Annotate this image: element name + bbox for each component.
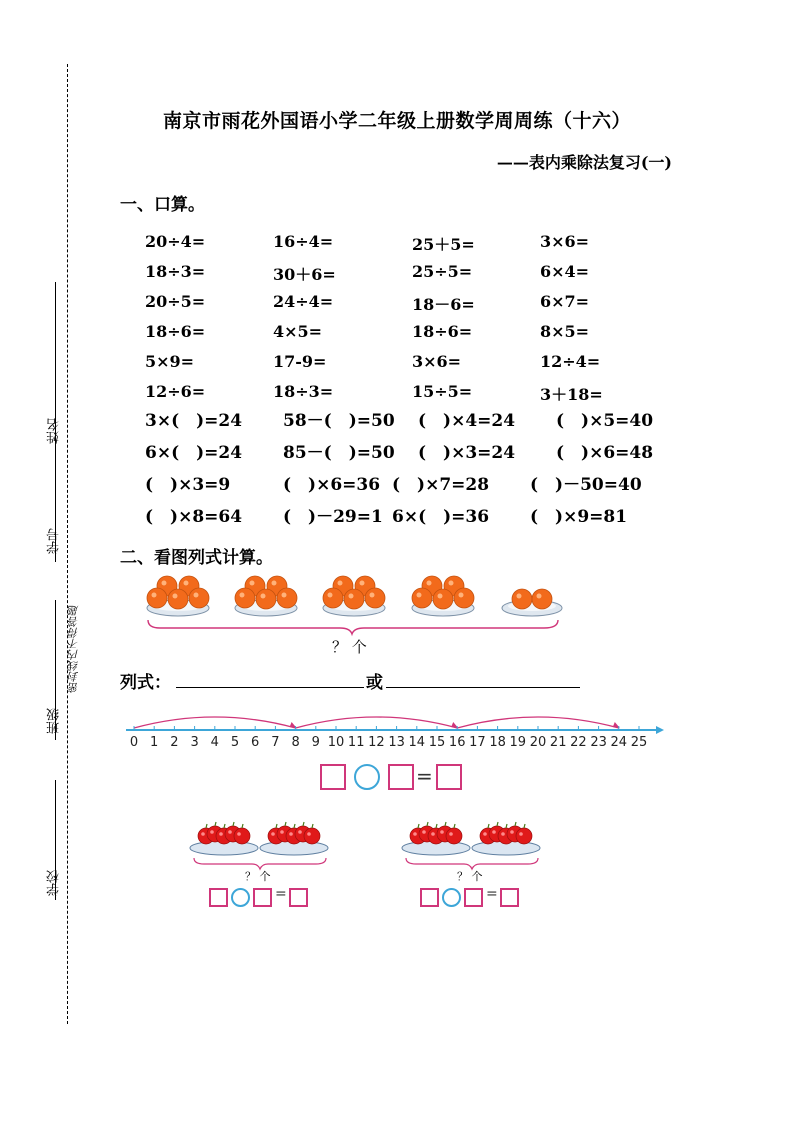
apple-stem-icon [418,824,419,828]
apple-stem-icon [303,822,304,826]
nl-answer-box-2[interactable] [388,764,414,790]
or-label: 或 [366,673,383,693]
apple-stem-icon [427,822,428,826]
apple-stem-icon [206,824,207,828]
calc-item: 18÷6= [412,322,473,341]
calc-item: 16÷4= [273,232,334,251]
apple-highlight [219,832,223,836]
number-line-tick-label: 12 [368,735,385,750]
calc-item: 25＋5= [412,235,475,254]
calc-item: 15÷5= [412,382,473,401]
orange-icon [147,588,167,608]
nl-operator-circle[interactable] [354,764,380,790]
number-line-tick-label: 21 [549,735,567,750]
fill-blank-item[interactable]: 58－( )=50 [283,411,395,431]
apple-stem-icon [445,822,446,826]
apple-highlight [519,832,523,836]
fill-blank-item[interactable]: ( )×5=40 [556,411,654,431]
number-line-tick-label: 16 [448,735,466,750]
number-line-arrow-icon [656,726,664,734]
apple-stem-icon [242,824,243,828]
apple-highlight [501,832,505,836]
nl-answer-box-3[interactable] [436,764,462,790]
number-line-tick-label: 13 [388,735,405,750]
orange-icon [168,589,188,609]
fill-blank-item[interactable]: ( )×6=48 [556,443,654,463]
orange-highlight [250,581,255,586]
number-line-tick-label: 18 [489,735,506,750]
orange-highlight [459,593,464,598]
apple-plates-figure-1 [186,818,336,874]
number-line-tick-label: 10 [327,735,345,750]
calc-item: 8×5= [540,322,590,341]
calc-item: 24÷4= [273,292,334,311]
apple-highlight [413,832,417,836]
orange-icon [235,588,255,608]
apple-icon [304,828,320,844]
orange-highlight [328,593,333,598]
apple-highlight [483,832,487,836]
orange-highlight [338,581,343,586]
orange-highlight [282,593,287,598]
apple-stem-icon [506,824,507,828]
apple-highlight [298,830,302,834]
apple-highlight [422,830,426,834]
apple1-answer-box-3[interactable] [289,888,308,907]
apple-highlight [307,832,311,836]
calc-item: 3＋18= [540,385,603,404]
orange-icon [256,589,276,609]
orange-highlight [261,594,266,599]
orange-icon [365,588,385,608]
calc-item: 30＋6= [273,265,336,284]
apple-highlight [280,830,284,834]
apple2-operator-circle[interactable] [442,888,461,907]
orange-highlight [240,593,245,598]
apple-highlight [201,832,205,836]
orange-highlight [152,593,157,598]
apple-stem-icon [454,824,455,828]
formula-label: 列式： [120,673,171,693]
fill-blank-item[interactable]: 3×( )=24 [145,411,243,431]
apple-question-label-1: ？ 个 [245,870,271,883]
orange-highlight [517,594,522,599]
fill-blank-item[interactable]: 6×( )=24 [145,443,243,463]
apple-stem-icon [488,824,489,828]
fill-blank-item[interactable]: ( )－50=40 [530,475,642,495]
page-title: 南京市雨花外国语小学二年级上册数学周周练（十六） [162,110,631,132]
orange-icon [532,589,552,609]
apple-stem-icon [224,824,225,828]
orange-highlight [349,594,354,599]
number-line-tick-label: 6 [251,735,260,750]
number-line-tick-label: 24 [610,735,628,750]
apple-highlight [237,832,241,836]
apple2-answer-box-3[interactable] [500,888,519,907]
orange-icon [512,589,532,609]
apple-stem-icon [515,822,516,826]
number-line-tick-label: 11 [347,735,365,750]
apple-highlight [440,830,444,834]
calc-item: 6×4= [540,262,590,281]
fill-blank-item[interactable]: 6×( )=36 [392,507,490,527]
orange-highlight [360,581,365,586]
class-label: 班级 [47,708,62,734]
calc-item: 18－6= [412,295,475,314]
fill-blank-item[interactable]: ( )×9=81 [530,507,628,527]
oranges-question-label: ？ 个 [332,638,367,656]
calc-item: 12÷4= [540,352,601,371]
apple-stem-icon [497,822,498,826]
apple-highlight [431,832,435,836]
apple1-answer-box-1[interactable] [209,888,228,907]
fill-blank-item[interactable]: 85－( )=50 [283,443,395,463]
orange-highlight [272,581,277,586]
apple-highlight [492,830,496,834]
section1-heading: 一、口算。 [120,195,205,215]
number-line-tick-label: 23 [590,735,607,750]
apple2-answer-box-1[interactable] [420,888,439,907]
number-line-tick-label: 14 [408,735,426,750]
calc-item: 18÷3= [145,262,206,281]
apple-stem-icon [276,824,277,828]
number-line-tick-label: 9 [311,735,320,750]
calc-item: 17-9= [273,352,327,371]
seal-note: 密封线内不得答题 [67,605,80,693]
calc-item: 18÷3= [273,382,334,401]
number-line-tick-label: 17 [469,735,486,750]
orange-highlight [449,581,454,586]
apple-icon [234,828,250,844]
orange-highlight [162,581,167,586]
apple-icon [446,828,462,844]
apple-stem-icon [294,824,295,828]
fill-blank-item[interactable]: ( )×7=28 [392,475,490,495]
apple-stem-icon [436,824,437,828]
number-line [120,708,670,758]
apple2-equals-sign: = [486,886,498,902]
fill-blank-item[interactable]: ( )－29=1 [283,507,383,527]
fill-blank-item[interactable]: ( )×8=64 [145,507,243,527]
number-line-tick-label: 7 [271,735,280,750]
apple1-equals-sign: = [275,886,287,902]
orange-icon [277,588,297,608]
apple1-answer-box-2[interactable] [253,888,272,907]
apple-highlight [210,830,214,834]
formula-answer-line-1[interactable] [176,687,364,688]
apple-icon [516,828,532,844]
orange-icon [344,589,364,609]
nl-answer-box-1[interactable] [320,764,346,790]
calc-item: 20÷4= [145,232,206,251]
calc-item: 25÷5= [412,262,473,281]
apple-stem-icon [312,824,313,828]
calc-item: 4×5= [273,322,323,341]
page-subtitle: ——表内乘除法复习(一) [496,153,672,172]
number-line-tick-label: 20 [529,735,547,750]
calc-item: 3×6= [412,352,462,371]
apple-highlight [271,832,275,836]
orange-highlight [427,581,432,586]
number-line-tick-label: 5 [230,735,240,750]
apple-highlight [510,830,514,834]
orange-icon [189,588,209,608]
number-line-tick-label: 4 [210,735,219,750]
calc-item: 6×7= [540,292,590,311]
calc-item: 20÷5= [145,292,206,311]
school-label: 学校 [47,870,62,896]
apple-stem-icon [233,822,234,826]
fill-blank-item[interactable]: ( )×4=24 [418,411,516,431]
number-line-tick-label: 22 [570,735,587,750]
number-line-tick-label: 25 [630,735,648,750]
student-no-label: 学号 [47,528,62,554]
fill-blank-item[interactable]: ( )×3=9 [145,475,231,495]
orange-highlight [184,581,189,586]
number-line-tick-label: 1 [150,735,159,750]
formula-answer-line-2[interactable] [386,687,580,688]
apple-highlight [228,830,232,834]
orange-icon [323,588,343,608]
orange-icon [412,588,432,608]
calc-item: 5×9= [145,352,195,371]
apple-highlight [289,832,293,836]
fill-blank-item[interactable]: ( )×6=36 [283,475,381,495]
number-line-tick-label: 19 [509,735,527,750]
seal-dashed-line [67,64,68,1024]
orange-highlight [417,593,422,598]
apple-highlight [449,832,453,836]
calc-item: 12÷6= [145,382,206,401]
nl-equals-sign: = [416,764,433,788]
fill-blank-item[interactable]: ( )×3=24 [418,443,516,463]
orange-highlight [194,593,199,598]
apple-stem-icon [285,822,286,826]
section2-heading: 二、看图列式计算。 [120,548,273,568]
calc-item: 3×6= [540,232,590,251]
orange-highlight [438,594,443,599]
number-line-tick-label: 3 [190,735,199,750]
calc-item: 18÷6= [145,322,206,341]
apple-stem-icon [215,822,216,826]
apple-question-label-2: ？ 个 [457,870,483,883]
number-line-tick-label: 15 [428,735,446,750]
number-line-tick-label: 2 [170,735,179,750]
apple-plates-figure-2 [398,818,548,874]
total-brace [148,620,558,634]
name-label: 姓名 [47,418,62,444]
orange-icon [433,589,453,609]
apple1-operator-circle[interactable] [231,888,250,907]
apple2-answer-box-2[interactable] [464,888,483,907]
orange-highlight [537,594,542,599]
orange-icon [454,588,474,608]
number-line-tick-label: 8 [291,735,300,750]
apple-stem-icon [524,824,525,828]
number-line-tick-label: 0 [129,735,139,750]
orange-highlight [173,594,178,599]
orange-highlight [370,593,375,598]
